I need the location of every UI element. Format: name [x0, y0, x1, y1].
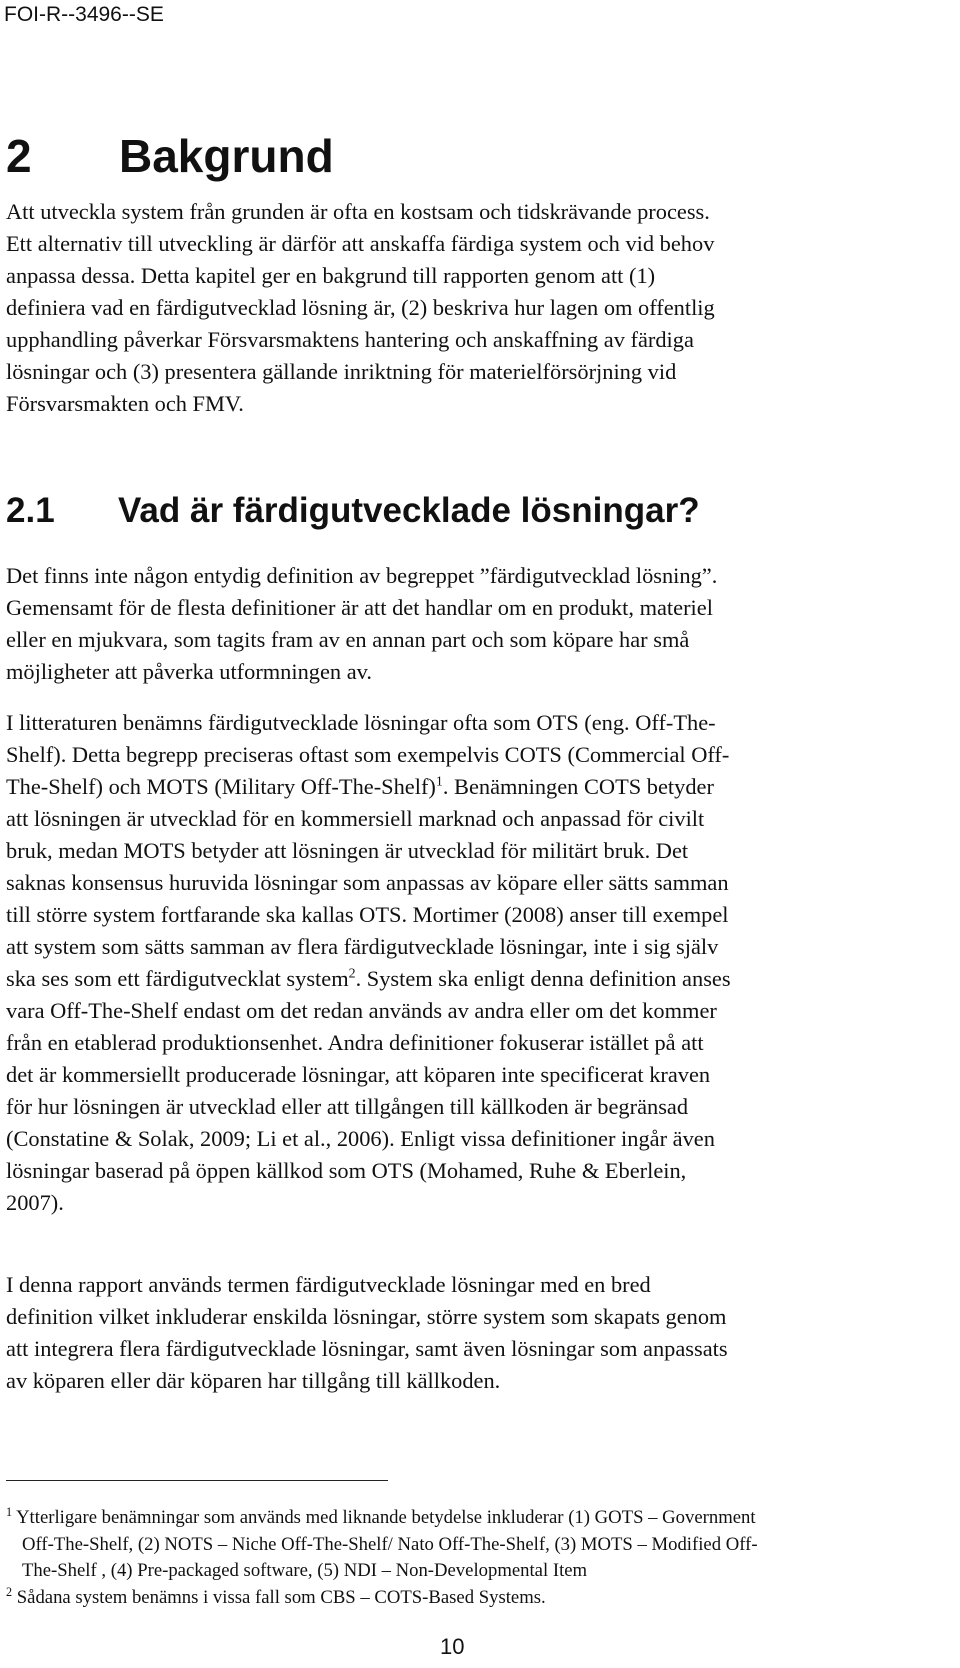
footnote-text: Ytterligare benämningar som används med liknande betydelse inkluderar (1) GOTS – Government: [16, 1507, 756, 1528]
literature-line: 2007).: [6, 1190, 64, 1215]
definition-line: Det finns inte någon entydig definition av begreppet ”färdigutvecklad lösning”.: [6, 563, 718, 588]
literature-line: I litteraturen benämns färdigutvecklade lösningar ofta som OTS (eng. Off-The-: [6, 710, 716, 735]
section-heading: [6, 489, 700, 533]
definition-line: möjligheter att påverka utformningen av.: [6, 659, 373, 684]
intro-line: anpassa dessa. Detta kapitel ger en bakgrund till rapporten genom att (1): [6, 263, 656, 288]
section-number: 2.1: [6, 491, 55, 530]
definition-line: eller en mjukvara, som tagits fram av en annan part och som köpare har små: [6, 627, 690, 652]
chapter-title: Bakgrund: [119, 130, 334, 182]
definition-paragraph: [6, 560, 906, 688]
intro-line: Försvarsmakten och FMV.: [6, 391, 244, 416]
intro-line: definiera vad en färdigutvecklad lösning är, (2) beskriva hur lagen om offentlig: [6, 295, 715, 320]
literature-paragraph: [6, 707, 906, 1219]
scope-line: av köparen eller där köparen har tillgång till källkoden.: [6, 1368, 501, 1393]
footnote-ref-1[interactable]: 1: [435, 774, 443, 790]
footnote-ref-2[interactable]: 2: [348, 966, 356, 982]
literature-line: att system som sätts samman av flera färdigutvecklade lösningar, inte i sig själv: [6, 934, 719, 959]
literature-line: lösningar baserad på öppen källkod som OTS (Mohamed, Ruhe & Eberlein,: [6, 1158, 687, 1183]
intro-line: upphandling påverkar Försvarsmaktens hantering och anskaffning av färdiga: [6, 327, 694, 352]
footnote-text: Sådana system benämns i vissa fall som CBS – COTS-Based Systems.: [16, 1587, 546, 1608]
literature-line: saknas konsensus huruvida lösningar som anpassas av köpare eller sätts samman: [6, 870, 729, 895]
footnote-line: The-Shelf , (4) Pre-packaged software, (5) NDI – Non-Developmental Item: [22, 1560, 588, 1581]
footnote-mark: 1: [6, 1504, 13, 1519]
literature-text: . Benämningen COTS betyder: [442, 774, 714, 799]
report-id: FOI-R--3496--SE: [4, 3, 164, 26]
footnote-line: [6, 1585, 906, 1612]
literature-text: ska ses som ett färdigutvecklat system: [6, 966, 349, 991]
definition-line: Gemensamt för de flesta definitioner är att det handlar om en produkt, materiel: [6, 595, 713, 620]
intro-line: lösningar och (3) presentera gällande inriktning för materielförsörjning vid: [6, 359, 677, 384]
page-number: 10: [440, 1634, 465, 1659]
intro-line: Ett alternativ till utveckling är därför att anskaffa färdiga system och vid behov: [6, 231, 715, 256]
literature-line: (Constatine & Solak, 2009; Li et al., 2006). Enligt vissa definitioner ingår även: [6, 1126, 715, 1151]
chapter-number: 2: [6, 130, 32, 182]
literature-line: bruk, medan MOTS betyder att lösningen är utvecklad för militärt bruk. Det: [6, 838, 689, 863]
literature-text: The-Shelf) och MOTS (Military Off-The-Shelf): [6, 774, 436, 799]
scope-paragraph: [6, 1269, 906, 1397]
footnote-line: Off-The-Shelf, (2) NOTS – Niche Off-The-Shelf/ Nato Off-The-Shelf, (3) MOTS – Modified Off-: [22, 1533, 758, 1555]
literature-line: från en etablerad produktionsenhet. Andra definitioner fokuserar istället på att: [6, 1030, 704, 1055]
literature-line: Shelf). Detta begrepp preciseras oftast som exempelvis COTS (Commercial Off-: [6, 742, 730, 767]
scope-line: att integrera flera färdigutvecklade lösningar, samt även lösningar som anpassats: [6, 1336, 728, 1361]
scope-line: I denna rapport används termen färdigutvecklade lösningar med en bred: [6, 1272, 651, 1297]
literature-line: det är kommersiellt producerade lösningar, att köparen inte specificerat kraven: [6, 1062, 711, 1087]
literature-line: till större system fortfarande ska kallas OTS. Mortimer (2008) anser till exempel: [6, 902, 729, 927]
literature-line: för hur lösningen är utvecklad eller att tillgången till källkoden är begränsad: [6, 1094, 689, 1119]
footnote-line: [6, 1505, 906, 1532]
footnote-2: [6, 1585, 906, 1612]
literature-line: att lösningen är utvecklad för en kommersiell marknad och anpassad för civilt: [6, 806, 705, 831]
literature-line: [6, 963, 906, 995]
literature-line: vara Off-The-Shelf endast om det redan används av andra eller om det kommer: [6, 998, 717, 1023]
footnote-1: [6, 1505, 906, 1585]
literature-text: . System ska enligt denna definition anses: [355, 966, 731, 991]
section-title: Vad är färdigutvecklade lösningar?: [118, 491, 700, 530]
literature-line: [6, 771, 906, 803]
chapter-heading: [6, 128, 334, 184]
footnote-separator: [6, 1480, 388, 1481]
footnote-mark: 2: [6, 1584, 13, 1599]
scope-line: definition vilket inkluderar enskilda lösningar, större system som skapats genom: [6, 1304, 727, 1329]
intro-line: Att utveckla system från grunden är ofta en kostsam och tidskrävande process.: [6, 199, 710, 224]
intro-paragraph: [6, 196, 906, 420]
